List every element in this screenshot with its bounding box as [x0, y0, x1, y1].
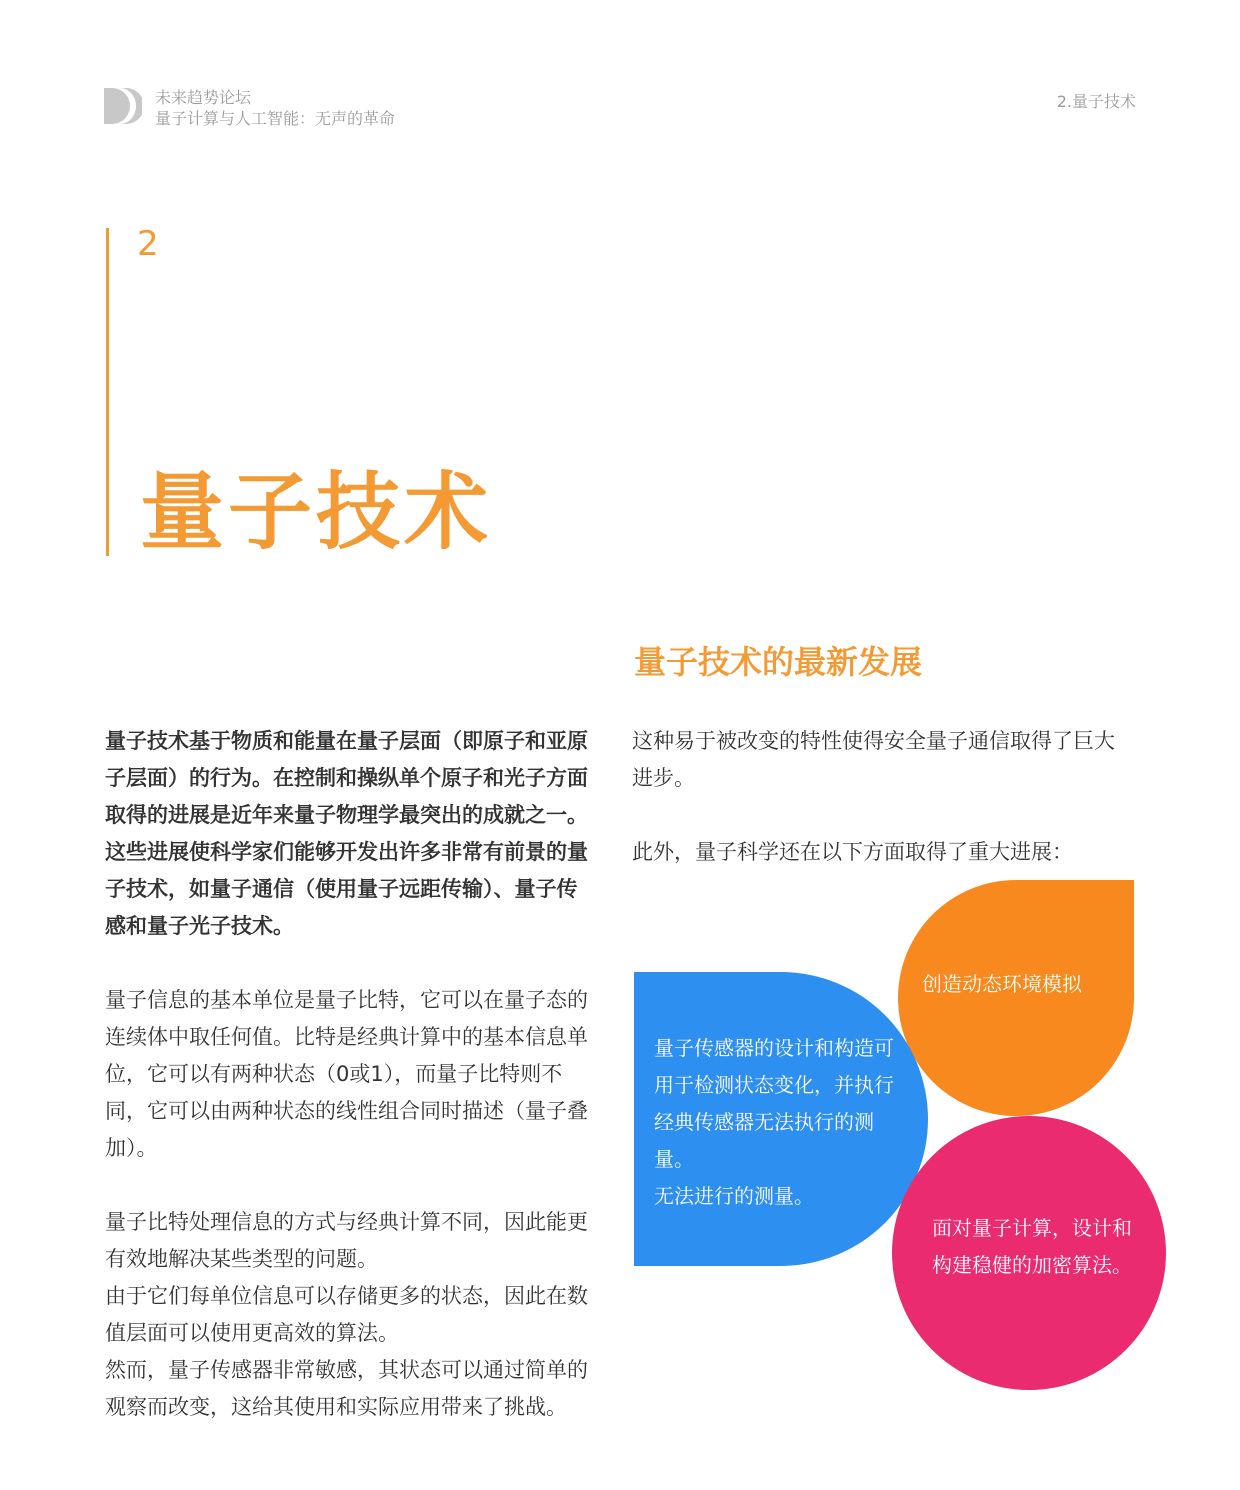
body-paragraph: 量子信息的基本单位是量子比特，它可以在量子态的连续体中取任何值。比特是经典计算中的基本信息单位，它可以有两种状态（0或1），而量子比特则不同，它可以由两种状态的线性组合同时描述（量子叠加）。 — [105, 988, 588, 1160]
chapter-accent-bar — [106, 228, 109, 556]
right-column — [632, 723, 1132, 871]
header-publication — [155, 87, 395, 129]
petal-blue-text — [654, 1030, 899, 1215]
chapter-number: 2 — [137, 224, 159, 264]
header-book-title: 量子计算与人工智能：无声的革命 — [155, 109, 396, 128]
chapter-title: 量子技术 — [140, 463, 493, 561]
advances-diagram — [634, 880, 1174, 1400]
body-paragraph: 然而，量子传感器非常敏感，其状态可以通过简单的观察而改变，这给其使用和实际应用带来了挑战。 — [105, 1358, 588, 1419]
petal-orange-text: 创造动态环境模拟 — [922, 972, 1082, 996]
body-paragraph: 由于它们每单位信息可以存储更多的状态，因此在数值层面可以使用更高效的算法。 — [105, 1284, 588, 1345]
body-paragraph: 量子比特处理信息的方式与经典计算不同，因此能更有效地解决某些类型的问题。 — [105, 1210, 588, 1271]
petal-pink-text: 面对量子计算，设计和构建稳健的加密算法。 — [932, 1216, 1132, 1277]
brand-logo-icon — [104, 88, 142, 124]
petal-blue-text-main: 量子传感器的设计和构造可用于检测状态变化，并执行经典传感器无法执行的测量。 — [654, 1036, 894, 1171]
left-column — [105, 723, 590, 1426]
body-paragraph: 此外，量子科学还在以下方面取得了重大进展： — [632, 840, 1073, 864]
body-paragraph: 这种易于被改变的特性使得安全量子通信取得了巨大进步。 — [632, 729, 1115, 790]
body-paragraph: 量子技术基于物质和能量在量子层面（即原子和亚原子层面）的行为。在控制和操纵单个原子和光子方面取得的进展是近年来量子物理学最突出的成就之一。这些进展使科学家们能够开发出许多非常有前景的量子技术，如量子通信（使用量子远距传输）、量子传感和量子光子技术。 — [105, 729, 588, 938]
section-heading: 量子技术的最新发展 — [634, 643, 923, 681]
petal-blue-text-extra: 无法进行的测量。 — [654, 1184, 814, 1208]
header-section-label: 2.量子技术 — [1056, 92, 1136, 111]
header-forum-name: 未来趋势论坛 — [155, 88, 252, 107]
